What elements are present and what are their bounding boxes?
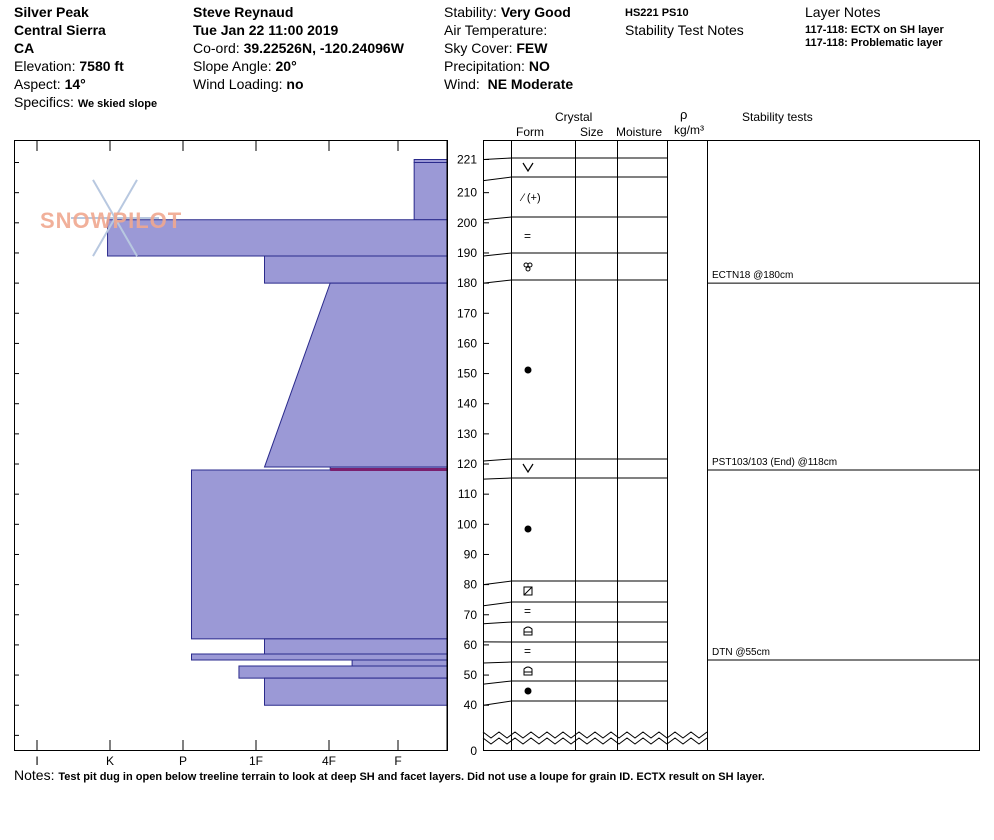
crystal-header: Crystal [555,110,593,124]
rounded-grains-icon: = [524,229,532,243]
wind-value: NE Moderate [487,76,574,92]
stability-test-label: DTN @55cm [712,646,770,658]
depth-tick-label: 100 [456,517,477,532]
aspect-label: Aspect: [14,76,61,92]
grain-connector [484,459,512,461]
melt-freeze-icon [525,688,532,695]
hardness-layer [414,163,447,220]
hs-ps-values: HS221 PS10 [625,7,689,19]
depth-tick-label: 160 [456,336,477,351]
melt-forms-icon [526,267,530,271]
hardness-label: 4F [321,754,337,768]
depth-tick-label: 200 [456,215,477,230]
depth-tick-label: 90 [463,547,477,562]
depth-tick-label: 190 [456,245,477,260]
stability-label: Stability: [444,4,497,20]
grain-connector [484,478,512,479]
surface-hoar-icon [523,163,533,171]
density-unit-header: kg/m³ [674,123,704,137]
depth-tick-label: 50 [463,668,477,683]
elevation-label: Elevation: [14,58,76,74]
hardness-layer [265,256,448,283]
elevation-value: 7580 ft [79,58,124,74]
layer-notes-title: Layer Notes [805,4,881,20]
axis-break-zigzag [483,738,707,744]
specifics-value: We skied slope [77,98,158,110]
faceted-icon [524,627,532,635]
grain-connector [484,280,512,283]
grain-connector [484,662,512,663]
hardness-layer [265,678,448,705]
depth-tick-label: 60 [463,637,477,652]
hardness-layer [265,639,448,654]
stability-test-label: ECTN18 @180cm [712,270,794,282]
wind-label: Wind: [444,76,480,92]
specifics-label: Specifics: [14,94,74,110]
hardness-layer [192,470,448,639]
precip-label: Precipitation: [444,58,525,74]
depth-tick-label: 80 [463,577,477,592]
depth-tick-label: 140 [456,396,477,411]
depth-tick-label: 130 [456,426,477,441]
observation-datetime: Tue Jan 22 11:00 2019 [193,22,339,38]
depth-tick-label: 180 [456,276,477,291]
hardness-layer [239,666,447,678]
grain-connector [484,158,512,160]
layer-note-2: 117-118: Problematic layer [805,37,943,49]
rounded-grains-icon: = [524,604,532,618]
grain-connector [484,217,512,220]
axis-break-zigzag [483,732,707,738]
hardness-label: F [394,754,402,768]
notes-text: Test pit dug in open below treeline terrain to look at deep SH and facet layers. Did not use a loupe for grain ID. ECTX result on SH layer. [58,771,765,783]
stability-value: Very Good [500,4,571,20]
hardness-label: P [178,754,188,768]
table-border [484,141,980,751]
sky-label: Sky Cover: [444,40,513,56]
melt-forms-icon [524,263,528,267]
state-name: CA [14,40,35,56]
depth-tick-label: 150 [456,366,477,381]
grain-connector [484,622,512,624]
aspect-value: 14° [64,76,86,92]
melt-forms-icon [528,263,532,267]
grain-connector [484,602,512,606]
wind-loading-label: Wind Loading: [193,76,283,92]
hardness-label: K [105,754,115,768]
notes-label: Notes: [14,767,55,783]
melt-freeze-icon [525,367,532,374]
stability-tests-header: Stability tests [742,110,813,124]
rho-header: ρ [680,107,688,122]
form-header: Form [516,125,544,139]
hardness-layer [192,654,448,660]
hardness-layers [108,160,447,706]
range-name: Central Sierra [14,22,106,38]
depth-tick-label: 210 [456,185,477,200]
layer-note-1: 117-118: ECTX on SH layer [805,24,944,36]
notes [14,768,765,783]
slope-value: 20° [275,58,297,74]
depth-tick-label: 40 [463,698,477,713]
stability-test-notes-title: Stability Test Notes [625,22,744,38]
faceted-rounded-icon [524,587,532,595]
depth-tick-label: 0 [470,744,477,758]
depth-tick-label: 120 [456,457,477,472]
rounded-grains-icon: = [524,644,532,658]
coord-label: Co-ord: [193,40,240,56]
wind-loading-value: no [286,76,304,92]
hardness-label: 1F [248,754,264,768]
air-temperature-label: Air Temperature: [444,22,548,38]
stability-test-label: PST103/103 (End) @118cm [712,457,838,469]
grain-connector [484,681,512,684]
size-header: Size [580,125,604,139]
depth-tick-label: 170 [456,306,477,321]
grain-connector [484,177,512,181]
moisture-header: Moisture [616,125,663,139]
sky-value: FEW [516,40,548,56]
precipitation-particles-icon: ⁄ (+) [522,192,541,204]
depth-tick-label: 221 [456,152,477,167]
grain-connector [484,581,512,585]
location-name: Silver Peak [14,4,89,20]
surface-hoar-icon [523,464,533,472]
hardness-layer [352,660,447,666]
observer-name: Steve Reynaud [193,4,294,20]
melt-freeze-icon [525,526,532,533]
depth-tick-label: 70 [463,607,477,622]
logo-wordmark: SNOWPILOT [40,208,183,233]
depth-tick-label: 110 [457,487,477,502]
faceted-icon [524,667,532,675]
precip-value: NO [528,58,550,74]
grain-connector [484,701,512,705]
slope-label: Slope Angle: [193,58,272,74]
hardness-label: I [35,754,39,768]
coord-value: 39.22526N, -120.24096W [243,40,404,56]
hardness-layer [265,283,448,467]
